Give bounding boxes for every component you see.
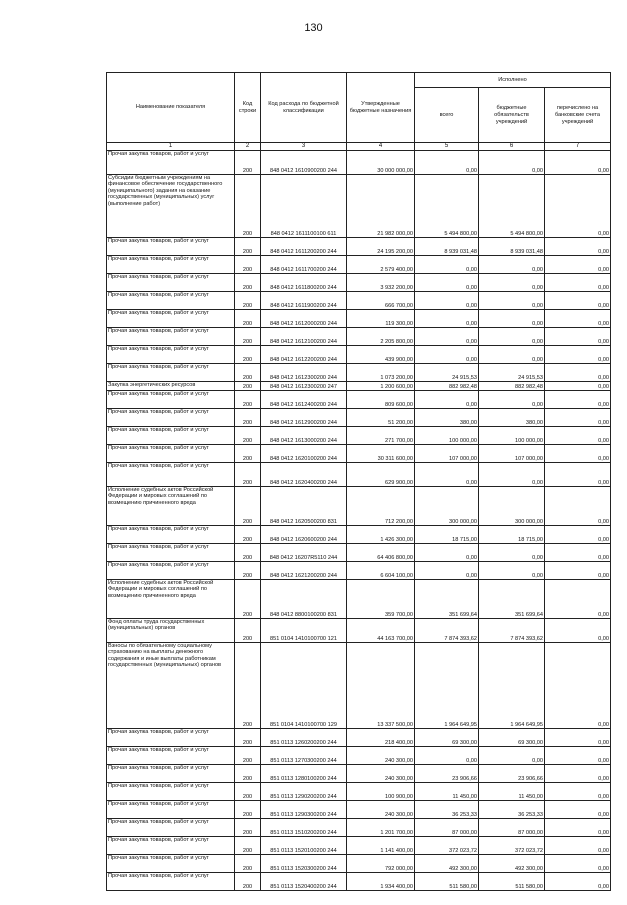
row-approved: 24 195 200,00: [347, 238, 415, 256]
row-approved: 809 600,00: [347, 391, 415, 409]
row-obligations: 882 982,48: [479, 382, 545, 391]
row-name: Прочая закупка товаров, работ и услуг: [107, 562, 235, 580]
row-code: 200: [235, 175, 261, 238]
row-kbk: 848 0412 1612300200 247: [261, 382, 347, 391]
row-approved: 359 700,00: [347, 580, 415, 619]
row-name: Прочая закупка товаров, работ и услуг: [107, 409, 235, 427]
row-kbk: 851 0113 1260200200 244: [261, 729, 347, 747]
table-row: [107, 544, 611, 562]
table-row: [107, 819, 611, 837]
table-row: [107, 729, 611, 747]
row-code: 200: [235, 837, 261, 855]
row-transferred: 0,00: [545, 873, 611, 891]
row-transferred: 0,00: [545, 175, 611, 238]
row-kbk: 848 0412 1620600200 244: [261, 526, 347, 544]
row-kbk: 848 0412 1611700200 244: [261, 256, 347, 274]
row-total: 511 580,00: [415, 873, 479, 891]
row-approved: 2 579 400,00: [347, 256, 415, 274]
row-name: Фонд оплаты труда государственных (муниципальных) органов: [107, 619, 235, 643]
row-code: 200: [235, 409, 261, 427]
row-name: Прочая закупка товаров, работ и услуг: [107, 819, 235, 837]
row-kbk: 851 0113 1520300200 244: [261, 855, 347, 873]
row-name: Прочая закупка товаров, работ и услуг: [107, 445, 235, 463]
row-code: 200: [235, 364, 261, 382]
row-kbk: 848 0412 1611100100 611: [261, 175, 347, 238]
row-total: 5 494 800,00: [415, 175, 479, 238]
row-kbk: 851 0113 1270300200 244: [261, 747, 347, 765]
row-obligations: 0,00: [479, 256, 545, 274]
row-total: 0,00: [415, 747, 479, 765]
table-row: [107, 526, 611, 544]
row-transferred: 0,00: [545, 562, 611, 580]
row-name: Прочая закупка товаров, работ и услуг: [107, 328, 235, 346]
table-row: [107, 445, 611, 463]
row-total: 36 253,33: [415, 801, 479, 819]
row-code: 200: [235, 873, 261, 891]
row-obligations: 69 300,00: [479, 729, 545, 747]
table-row: [107, 873, 611, 891]
row-transferred: 0,00: [545, 238, 611, 256]
row-obligations: 0,00: [479, 747, 545, 765]
row-approved: 218 400,00: [347, 729, 415, 747]
row-code: 200: [235, 526, 261, 544]
row-name: Прочая закупка товаров, работ и услуг: [107, 783, 235, 801]
row-name: Прочая закупка товаров, работ и услуг: [107, 238, 235, 256]
row-obligations: 0,00: [479, 544, 545, 562]
row-approved: 712 200,00: [347, 487, 415, 526]
row-approved: 119 300,00: [347, 310, 415, 328]
row-name: Прочая закупка товаров, работ и услуг: [107, 274, 235, 292]
row-code: 200: [235, 463, 261, 487]
row-kbk: 851 0113 1510200200 244: [261, 819, 347, 837]
row-transferred: 0,00: [545, 274, 611, 292]
row-total: 882 982,48: [415, 382, 479, 391]
row-obligations: 372 023,72: [479, 837, 545, 855]
row-name: Прочая закупка товаров, работ и услуг: [107, 765, 235, 783]
row-transferred: 0,00: [545, 391, 611, 409]
row-transferred: 0,00: [545, 544, 611, 562]
row-obligations: 300 000,00: [479, 487, 545, 526]
row-kbk: 848 0412 1620500200 831: [261, 487, 347, 526]
table-row: [107, 783, 611, 801]
row-obligations: 23 906,66: [479, 765, 545, 783]
row-kbk: 848 0412 16207R5110 244: [261, 544, 347, 562]
row-total: 1 964 649,95: [415, 643, 479, 729]
col-number: 4: [347, 143, 415, 151]
row-code: 200: [235, 391, 261, 409]
row-approved: 629 900,00: [347, 463, 415, 487]
row-total: 18 715,00: [415, 526, 479, 544]
table-row: [107, 801, 611, 819]
row-total: 0,00: [415, 463, 479, 487]
row-code: 200: [235, 256, 261, 274]
row-transferred: 0,00: [545, 855, 611, 873]
row-obligations: 18 715,00: [479, 526, 545, 544]
row-code: 200: [235, 427, 261, 445]
row-total: 8 939 031,48: [415, 238, 479, 256]
table-row: [107, 427, 611, 445]
row-obligations: 107 000,00: [479, 445, 545, 463]
row-total: 69 300,00: [415, 729, 479, 747]
row-total: 0,00: [415, 562, 479, 580]
table-row: [107, 765, 611, 783]
row-total: 0,00: [415, 292, 479, 310]
row-approved: 44 163 700,00: [347, 619, 415, 643]
row-transferred: 0,00: [545, 487, 611, 526]
row-name: Прочая закупка товаров, работ и услуг: [107, 463, 235, 487]
row-approved: 792 000,00: [347, 855, 415, 873]
row-code: 200: [235, 382, 261, 391]
row-code: 200: [235, 747, 261, 765]
row-kbk: 851 0104 1410100700 121: [261, 619, 347, 643]
row-total: 11 450,00: [415, 783, 479, 801]
row-total: 0,00: [415, 328, 479, 346]
row-kbk: 848 0412 1620100200 244: [261, 445, 347, 463]
table-row: [107, 747, 611, 765]
row-obligations: 87 000,00: [479, 819, 545, 837]
row-name: Прочая закупка товаров, работ и услуг: [107, 729, 235, 747]
row-transferred: 0,00: [545, 801, 611, 819]
table-row: [107, 238, 611, 256]
row-obligations: 24 915,53: [479, 364, 545, 382]
row-code: 200: [235, 346, 261, 364]
row-name: Прочая закупка товаров, работ и услуг: [107, 427, 235, 445]
row-obligations: 36 253,33: [479, 801, 545, 819]
row-transferred: 0,00: [545, 765, 611, 783]
table-row: [107, 256, 611, 274]
table-row: [107, 580, 611, 619]
row-total: 351 699,64: [415, 580, 479, 619]
row-transferred: 0,00: [545, 409, 611, 427]
row-obligations: 0,00: [479, 391, 545, 409]
row-kbk: 848 0412 1612200200 244: [261, 346, 347, 364]
row-name: Закупка энергетических ресурсов: [107, 382, 235, 391]
row-name: Прочая закупка товаров, работ и услуг: [107, 151, 235, 175]
row-obligations: 0,00: [479, 310, 545, 328]
table-row: [107, 310, 611, 328]
row-approved: 13 337 500,00: [347, 643, 415, 729]
col-number: 5: [415, 143, 479, 151]
row-name: Исполнение судебных актов Российской Федерации и мировых соглашений по возмещению причиненного вреда: [107, 487, 235, 526]
row-total: 0,00: [415, 274, 479, 292]
col-number: 7: [545, 143, 611, 151]
row-name: Прочая закупка товаров, работ и услуг: [107, 801, 235, 819]
table-row: [107, 643, 611, 729]
row-code: 200: [235, 151, 261, 175]
row-name: Прочая закупка товаров, работ и услуг: [107, 747, 235, 765]
row-name: Взносы по обязательному социальному страхованию на выплаты денежного содержания и иные выплаты работникам государственных (муниципальных) органов: [107, 643, 235, 729]
budget-execution-table: [106, 72, 611, 891]
row-approved: 240 300,00: [347, 765, 415, 783]
row-approved: 1 426 300,00: [347, 526, 415, 544]
row-code: 200: [235, 487, 261, 526]
row-code: 200: [235, 855, 261, 873]
row-code: 200: [235, 544, 261, 562]
header-executed: Исполнено: [415, 73, 611, 88]
row-name: Прочая закупка товаров, работ и услуг: [107, 256, 235, 274]
row-code: 200: [235, 328, 261, 346]
row-name: Прочая закупка товаров, работ и услуг: [107, 837, 235, 855]
row-kbk: 848 0412 1621200200 244: [261, 562, 347, 580]
header-transferred: перечислено на банковские счета учреждений: [545, 88, 611, 143]
row-total: 492 300,00: [415, 855, 479, 873]
row-kbk: 848 0412 1612000200 244: [261, 310, 347, 328]
row-code: 200: [235, 765, 261, 783]
header-kbk: Код расхода по бюджетной классификации: [261, 73, 347, 143]
row-transferred: 0,00: [545, 580, 611, 619]
row-name: Исполнение судебных актов Российской Федерации и мировых соглашений по возмещению причиненного вреда: [107, 580, 235, 619]
row-kbk: 848 0412 1620400200 244: [261, 463, 347, 487]
col-number: 6: [479, 143, 545, 151]
row-approved: 1 073 200,00: [347, 364, 415, 382]
row-total: 100 000,00: [415, 427, 479, 445]
row-approved: 30 311 600,00: [347, 445, 415, 463]
row-approved: 666 700,00: [347, 292, 415, 310]
row-obligations: 0,00: [479, 274, 545, 292]
table-row: [107, 562, 611, 580]
row-kbk: 848 0412 1612300200 244: [261, 364, 347, 382]
row-obligations: 0,00: [479, 562, 545, 580]
row-name: Прочая закупка товаров, работ и услуг: [107, 855, 235, 873]
row-kbk: 848 0412 1611800200 244: [261, 274, 347, 292]
row-name: Прочая закупка товаров, работ и услуг: [107, 391, 235, 409]
row-kbk: 851 0113 1290300200 244: [261, 801, 347, 819]
row-kbk: 851 0113 1290200200 244: [261, 783, 347, 801]
row-code: 200: [235, 643, 261, 729]
row-approved: 64 406 800,00: [347, 544, 415, 562]
row-code: 200: [235, 238, 261, 256]
row-kbk: 851 0113 1280100200 244: [261, 765, 347, 783]
row-obligations: 511 580,00: [479, 873, 545, 891]
row-obligations: 11 450,00: [479, 783, 545, 801]
col-number: 1: [107, 143, 235, 151]
row-transferred: 0,00: [545, 819, 611, 837]
row-kbk: 848 0412 1612400200 244: [261, 391, 347, 409]
row-approved: 3 932 200,00: [347, 274, 415, 292]
row-approved: 240 300,00: [347, 801, 415, 819]
row-obligations: 5 494 800,00: [479, 175, 545, 238]
row-obligations: 380,00: [479, 409, 545, 427]
row-total: 372 023,72: [415, 837, 479, 855]
row-kbk: 848 0412 1610900200 244: [261, 151, 347, 175]
row-approved: 271 700,00: [347, 427, 415, 445]
row-transferred: 0,00: [545, 619, 611, 643]
row-obligations: 7 874 393,62: [479, 619, 545, 643]
row-total: 24 915,53: [415, 364, 479, 382]
row-total: 87 000,00: [415, 819, 479, 837]
row-total: 107 000,00: [415, 445, 479, 463]
row-transferred: 0,00: [545, 382, 611, 391]
row-kbk: 848 0412 1611200200 244: [261, 238, 347, 256]
table-row: [107, 292, 611, 310]
row-transferred: 0,00: [545, 747, 611, 765]
row-kbk: 851 0113 1520400200 244: [261, 873, 347, 891]
row-approved: 100 900,00: [347, 783, 415, 801]
row-approved: 1 200 600,00: [347, 382, 415, 391]
row-transferred: 0,00: [545, 151, 611, 175]
row-total: 0,00: [415, 256, 479, 274]
row-code: 200: [235, 562, 261, 580]
row-name: Прочая закупка товаров, работ и услуг: [107, 364, 235, 382]
header-total: всего: [415, 88, 479, 143]
row-code: 200: [235, 310, 261, 328]
row-transferred: 0,00: [545, 292, 611, 310]
row-transferred: 0,00: [545, 729, 611, 747]
row-code: 200: [235, 783, 261, 801]
row-name: Прочая закупка товаров, работ и услуг: [107, 310, 235, 328]
row-name: Прочая закупка товаров, работ и услуг: [107, 544, 235, 562]
row-kbk: 848 0412 1612100200 244: [261, 328, 347, 346]
row-code: 200: [235, 619, 261, 643]
row-code: 200: [235, 729, 261, 747]
row-obligations: 100 000,00: [479, 427, 545, 445]
row-total: 0,00: [415, 544, 479, 562]
row-kbk: 848 0412 1612900200 244: [261, 409, 347, 427]
row-obligations: 8 939 031,48: [479, 238, 545, 256]
row-total: 0,00: [415, 346, 479, 364]
row-transferred: 0,00: [545, 463, 611, 487]
row-name: Прочая закупка товаров, работ и услуг: [107, 292, 235, 310]
row-transferred: 0,00: [545, 526, 611, 544]
header-approved: Утвержденные бюджетные назначения: [347, 73, 415, 143]
row-name: Прочая закупка товаров, работ и услуг: [107, 873, 235, 891]
row-obligations: 492 300,00: [479, 855, 545, 873]
row-obligations: 1 964 649,95: [479, 643, 545, 729]
row-approved: 30 000 000,00: [347, 151, 415, 175]
row-transferred: 0,00: [545, 427, 611, 445]
row-code: 200: [235, 292, 261, 310]
col-number: 2: [235, 143, 261, 151]
row-approved: 240 300,00: [347, 747, 415, 765]
row-code: 200: [235, 819, 261, 837]
row-kbk: 848 0412 1611900200 244: [261, 292, 347, 310]
row-transferred: 0,00: [545, 328, 611, 346]
row-transferred: 0,00: [545, 364, 611, 382]
table-row: [107, 391, 611, 409]
header-name: Наименование показателя: [107, 73, 235, 143]
row-kbk: 848 0412 1613000200 244: [261, 427, 347, 445]
table-row: [107, 487, 611, 526]
row-kbk: 851 0104 1410100700 129: [261, 643, 347, 729]
header-code: Код строки: [235, 73, 261, 143]
row-name: Субсидии бюджетным учреждениям на финансовое обеспечение государственного (муниципального) задания на оказание государственных (муниципальных) услуг (выполнение работ): [107, 175, 235, 238]
table-row: [107, 151, 611, 175]
row-obligations: 0,00: [479, 463, 545, 487]
row-total: 7 874 393,62: [415, 619, 479, 643]
table-row: [107, 855, 611, 873]
row-transferred: 0,00: [545, 837, 611, 855]
table-row: [107, 619, 611, 643]
row-approved: 1 141 400,00: [347, 837, 415, 855]
table-row: [107, 346, 611, 364]
table-row: [107, 409, 611, 427]
table-row: [107, 837, 611, 855]
row-total: 0,00: [415, 310, 479, 328]
row-obligations: 0,00: [479, 292, 545, 310]
row-approved: 2 205 800,00: [347, 328, 415, 346]
row-kbk: 848 0412 8800100200 831: [261, 580, 347, 619]
row-approved: 439 900,00: [347, 346, 415, 364]
row-transferred: 0,00: [545, 310, 611, 328]
row-total: 300 000,00: [415, 487, 479, 526]
row-kbk: 851 0113 1520100200 244: [261, 837, 347, 855]
row-approved: 1 201 700,00: [347, 819, 415, 837]
row-obligations: 0,00: [479, 328, 545, 346]
table-row: [107, 175, 611, 238]
row-name: Прочая закупка товаров, работ и услуг: [107, 346, 235, 364]
row-total: 0,00: [415, 391, 479, 409]
row-code: 200: [235, 801, 261, 819]
page-number: 130: [304, 22, 323, 34]
row-obligations: 0,00: [479, 346, 545, 364]
row-obligations: 351 699,64: [479, 580, 545, 619]
row-code: 200: [235, 580, 261, 619]
row-transferred: 0,00: [545, 643, 611, 729]
header-budget-obligations: бюджетные обязательств учреждений: [479, 88, 545, 143]
table-row: [107, 364, 611, 382]
row-approved: 21 982 000,00: [347, 175, 415, 238]
row-approved: 1 934 400,00: [347, 873, 415, 891]
row-approved: 51 200,00: [347, 409, 415, 427]
row-code: 200: [235, 445, 261, 463]
row-total: 380,00: [415, 409, 479, 427]
row-transferred: 0,00: [545, 256, 611, 274]
row-transferred: 0,00: [545, 445, 611, 463]
row-name: Прочая закупка товаров, работ и услуг: [107, 526, 235, 544]
table-row: [107, 328, 611, 346]
row-total: 23 906,66: [415, 765, 479, 783]
row-total: 0,00: [415, 151, 479, 175]
row-obligations: 0,00: [479, 151, 545, 175]
row-transferred: 0,00: [545, 346, 611, 364]
table-row: [107, 463, 611, 487]
table-row: [107, 382, 611, 391]
row-transferred: 0,00: [545, 783, 611, 801]
table-row: [107, 274, 611, 292]
col-number: 3: [261, 143, 347, 151]
row-code: 200: [235, 274, 261, 292]
row-approved: 6 604 100,00: [347, 562, 415, 580]
